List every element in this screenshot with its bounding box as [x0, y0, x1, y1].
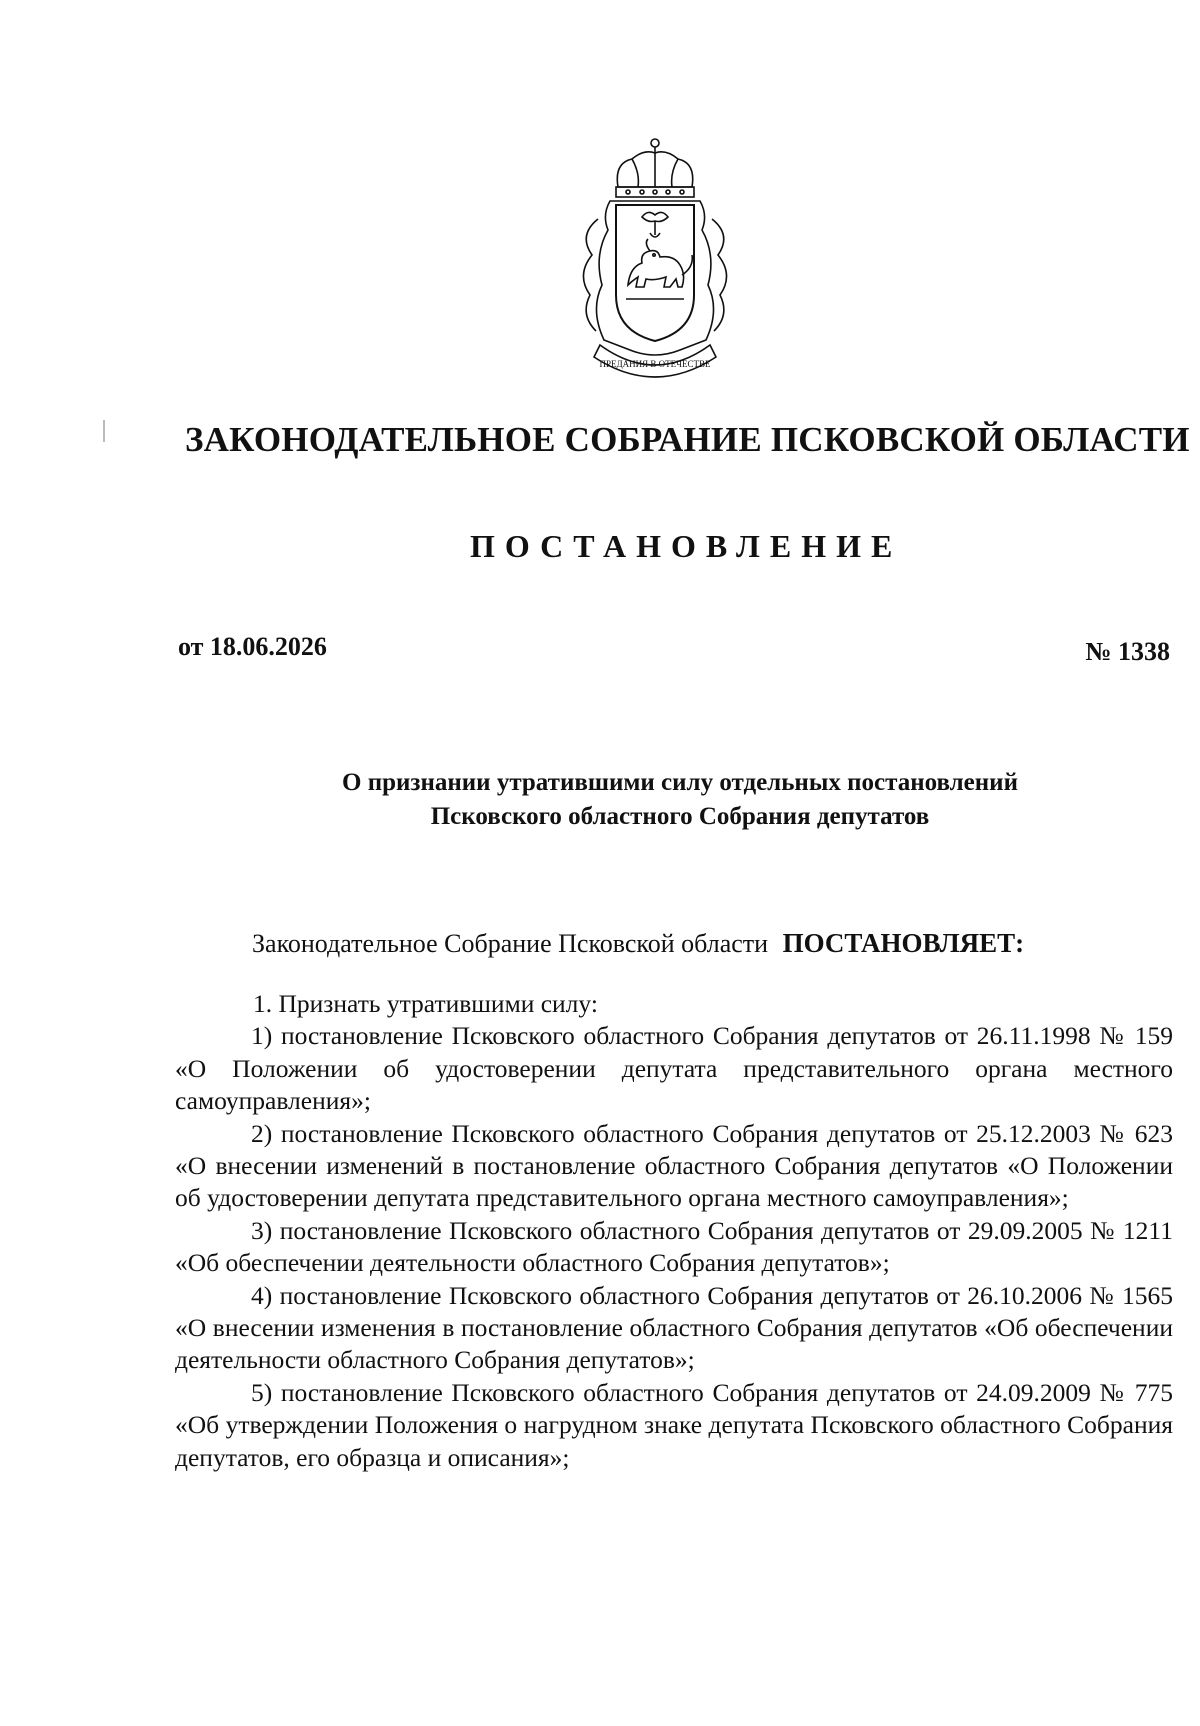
- coat-of-arms-icon: [570, 135, 740, 380]
- list-item: 2) постановление Псковского областного Собрания депутатов от 25.12.2003 № 623 «О внесении изменений в постановление областного Собрания депутатов «О Положении об удостоверении депутата представительного органа местного самоуправления»;: [175, 1118, 1173, 1213]
- list-item: 1) постановление Псковского областного Собрания депутатов от 26.11.1998 № 159 «О Положении об удостоверении депутата представительного органа местного самоуправления»;: [175, 1021, 1173, 1116]
- document-body: [175, 988, 1173, 1474]
- document-date: от 18.06.2026: [178, 632, 327, 661]
- list-item: 4) постановление Псковского областного Собрания депутатов от 26.10.2006 № 1565 «О внесении изменения в постановление областного Собрания депутатов «Об обеспечении деятельности областного Собрания депутатов»;: [175, 1280, 1173, 1375]
- scan-mark: [103, 420, 105, 442]
- list-item: 5) постановление Псковского областного Собрания депутатов от 24.09.2009 № 775 «Об утверждении Положения о нагрудном знаке депутата Псковского областного Собрания депутатов, его образца и описания»;: [175, 1377, 1173, 1472]
- preamble-verb: ПОСТАНОВЛЯЕТ:: [782, 928, 1025, 958]
- title-line-1: О признании утратившими силу отдельных постановлений: [342, 769, 1018, 796]
- preamble: [252, 928, 1024, 959]
- title-line-2: Псковского областного Собрания депутатов: [430, 803, 930, 830]
- emblem-motto: ПРЕДАНИЯ В ОТЕЧЕСТВЕ: [599, 359, 711, 369]
- document-title: [230, 766, 1130, 834]
- document-type: ПОСТАНОВЛЕНИЕ: [470, 528, 903, 564]
- list-item: 3) постановление Псковского областного Собрания депутатов от 29.09.2005 № 1211 «Об обеспечении деятельности областного Собрания депутатов»;: [175, 1215, 1173, 1278]
- item-intro: 1. Признать утратившими силу:: [253, 989, 598, 1018]
- organization-name: ЗАКОНОДАТЕЛЬНОЕ СОБРАНИЕ ПСКОВСКОЙ ОБЛАСТИ: [185, 420, 1190, 459]
- document-number: № 1338: [1085, 637, 1170, 666]
- preamble-text: Законодательное Собрание Псковской области: [252, 929, 769, 958]
